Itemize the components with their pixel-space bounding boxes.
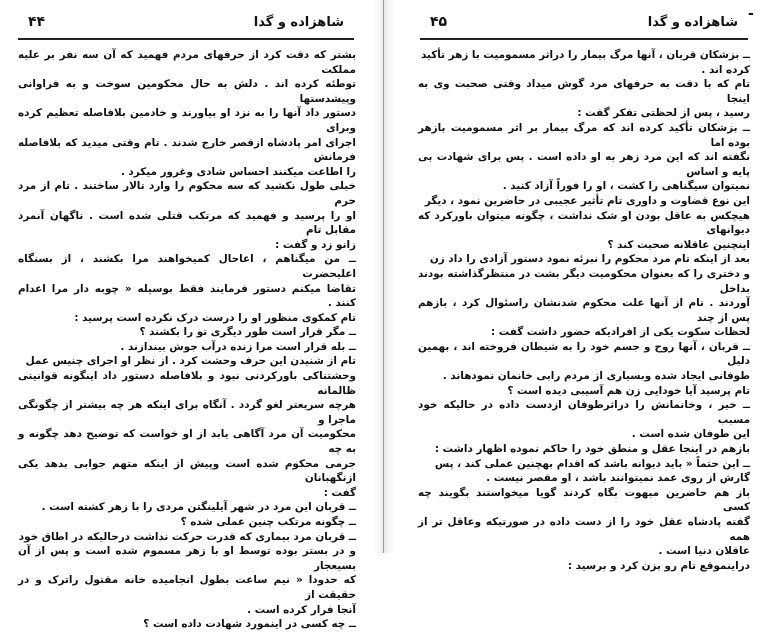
text-line: تقاضا میکنم دستور فرمایند فقط بوسیله « چوبه دار مرا اعدام کنند .: [18, 282, 356, 310]
left-page-body: [18, 48, 356, 632]
text-line: هرچه سریعتر لغو گردد . آنگاه برای اینکه هر چه بیشتر از چگونگی ماجرا و: [18, 399, 356, 426]
text-line: بعد از اینکه تام مرد محکوم را نبرئه نمود دستور آزادی را داد زن: [429, 253, 750, 266]
text-line: نمیتوان سیگناهی را کشت ، او را فوراً آزاد کنید .: [502, 180, 750, 193]
text-line: و در بستر بوده توسط او با زهر مسموم شده است و پس از آن بسیعجار: [18, 545, 356, 572]
text-line: تام از شنیدن این حرف وحشت کرد . از نظر او اجرای چنیس عمل: [25, 355, 356, 368]
text-line: هیچکس به عاقل بودن او شک نداشت ، چگونه میتوان باورکرد که دیوانهای: [418, 209, 750, 237]
text-line: ــ بله قرار است مرا زنده درآب جوش بیندازند .: [120, 340, 356, 353]
text-line: طوفانی ایجاد شده وبسیاری از مردم رابی خانمان نمودهاند .: [442, 370, 750, 383]
margin-dash-mark: -: [748, 6, 754, 22]
right-page-body: [418, 48, 750, 573]
right-running-title: شاهزاده و گدا: [647, 15, 738, 30]
right-header-rule: [420, 38, 748, 40]
right-page-number: ۴۵: [430, 14, 448, 30]
text-line: آنجا فرار کرده است .: [247, 603, 356, 616]
left-page-header: [18, 12, 354, 36]
text-line: ــ قربان مرد بیماری که قدرت حرکت نداشت درحالیکه در اطاق خود: [18, 530, 356, 543]
text-line: و دختری را که بعنوان محکومیت دیگر بشت در منتظرگذاشته بودند بداخل: [418, 267, 750, 295]
text-line: توطئه کرده اند . دلش به حال محکومین سوخت و به فراوانی وپیشدستها: [18, 78, 356, 105]
text-line: ــ مگر قرار است طور دیگری تو را بکشند ؟: [139, 326, 356, 339]
text-line: تام کمکوی منظور او را درست درک نکرده است پرسید :: [74, 311, 356, 324]
text-line: ــ چه کسی در اینمورد شهادت داده است ؟: [143, 618, 356, 631]
text-line: ــ خیر ، وخانمانش را دراثرطوفان ازدست داده در حالیکه خود مسبب: [418, 399, 750, 426]
text-line: دراینموقع تام رو بزن کرد و برسید :: [567, 559, 750, 572]
text-line: نگفته اند که این مرد زهر به او داده است . پس برای شهادت بی پایه و اساس: [418, 151, 750, 178]
left-header-rule: [18, 38, 354, 40]
text-line: خیلی طول نکشید که سه محکوم را وارد تالار ساختند . تام از مرد حرم: [18, 180, 356, 207]
left-page-number: ۴۴: [28, 14, 46, 30]
text-line: ــ این حتماً « باید دیوانه باشد که اقدام بهچنین عملی کند ، پس: [434, 457, 750, 470]
text-line: زانو زد و گفت :: [275, 238, 356, 251]
text-line: لحظات سکوت یکی از افرادیکه حضور داشت گفت :: [491, 326, 750, 339]
text-line: ــ قربان این مرد در شهر آیلینگتن مردی را با زهر کشته است .: [41, 501, 356, 514]
text-line: آوردند . تام از آنها علت محکوم شدنشان راسئوال کرد ، بازهم پس از چند: [418, 297, 750, 324]
text-line: بازهم در اینجا عقل و منطق خود را حاکم نموده اظهار داشت :: [434, 443, 750, 456]
text-line: دستور داد آنها را به نزد او بیاورند و خادمین بلافاصله تعظیم کرده وبرای: [18, 107, 356, 134]
text-line: او را پرسید و فهمید که مرتکب قتلی شده است . ناگهان آنمرد مقابل تام: [18, 209, 356, 237]
right-page-header: [420, 12, 748, 36]
text-line: را اطاعت میکنند احساس شادی وغرور میکرد .: [120, 165, 356, 178]
text-line: گفت :: [323, 486, 356, 499]
text-line: اینچنین عاقلانه صحبت کند ؟: [607, 238, 750, 251]
gutter-line: [383, 0, 384, 553]
text-line: این طوفان شده است .: [631, 428, 750, 441]
text-line: این نوع قضاوت و داوری تام تأثیر عجیبی در حاضرین نمود ، دیگر: [424, 194, 750, 207]
text-line: محکومیت آن مرد آگاهی یابد از او خواست که توضیح دهد چگونه و به چه: [18, 428, 356, 456]
text-line: ــ بزشکان قربان ، آنها مرگ بیمار را دراثر مسمومیت با زهر تأکید: [420, 49, 750, 61]
text-line: ــ چگونه مرتکب چنین عملی شده ؟: [180, 516, 356, 528]
text-line: ــ قربان ، آنها روح و جسم خود را به شیطان فروخته اند ، بهمین دلیل: [418, 340, 750, 368]
text-line: گفته پادشاه عقل خود را از دست داده در صورتیکه وعاقل تر از همه: [418, 516, 750, 543]
text-line: گارش از روی عمد نمیتوانند باشد ، او مقصر نیست .: [486, 472, 750, 485]
text-line: ــ من میگناهم ، اعاحال کمیخواهند مرا بکشند ، از بسنگاه اعلیحضرت: [18, 253, 356, 280]
book-gutter: [374, 0, 394, 553]
text-line: تام پرسید آیا خودایی زن هم آسیبی دیده است ؟: [507, 384, 750, 397]
text-line: بشتر که دقت کرد از حرفهای مردم فهمید که آن سه نفر بر علیه مملکت: [18, 49, 356, 76]
text-line: باز هم حاضرین مبهوت بگاه کردند گویا میخواستند بگویند چه کسی: [418, 486, 750, 514]
text-line: که حدودا « نیم ساعت بطول انجامیده خانه مقتول راترک و در حقیقت از: [18, 574, 356, 601]
left-running-title: شاهزاده و گدا: [253, 15, 344, 30]
text-line: جرمی محکوم شده است وپیش از اینکه متهم جوابی بدهد یکی ازنگهبانان: [18, 457, 356, 485]
text-line: وحشتناکی باورکردنی نبود و بلافاصله دستور داد اینگونه قوانینی ظالمانه: [18, 370, 356, 397]
text-line: اجرای امر پادشاه ازقصر خارج شدند . تام وقتی میدید که بلافاصله فرمانش: [18, 136, 356, 164]
text-line: کرده اند .: [701, 63, 750, 76]
text-line: رسید ، پس از لحظتی تفکر گفت :: [577, 107, 750, 120]
text-line: ــ بزشکان تأکید کرده اند که مرگ بیمار بر اثر مسمومیت بازهر بوده اما: [418, 121, 750, 149]
text-line: عاقلان دنیا است .: [658, 545, 750, 558]
text-line: تام که با دقت به حرفهای مرد گوش میداد وقتی صحبت وی به اینجا: [418, 78, 750, 105]
